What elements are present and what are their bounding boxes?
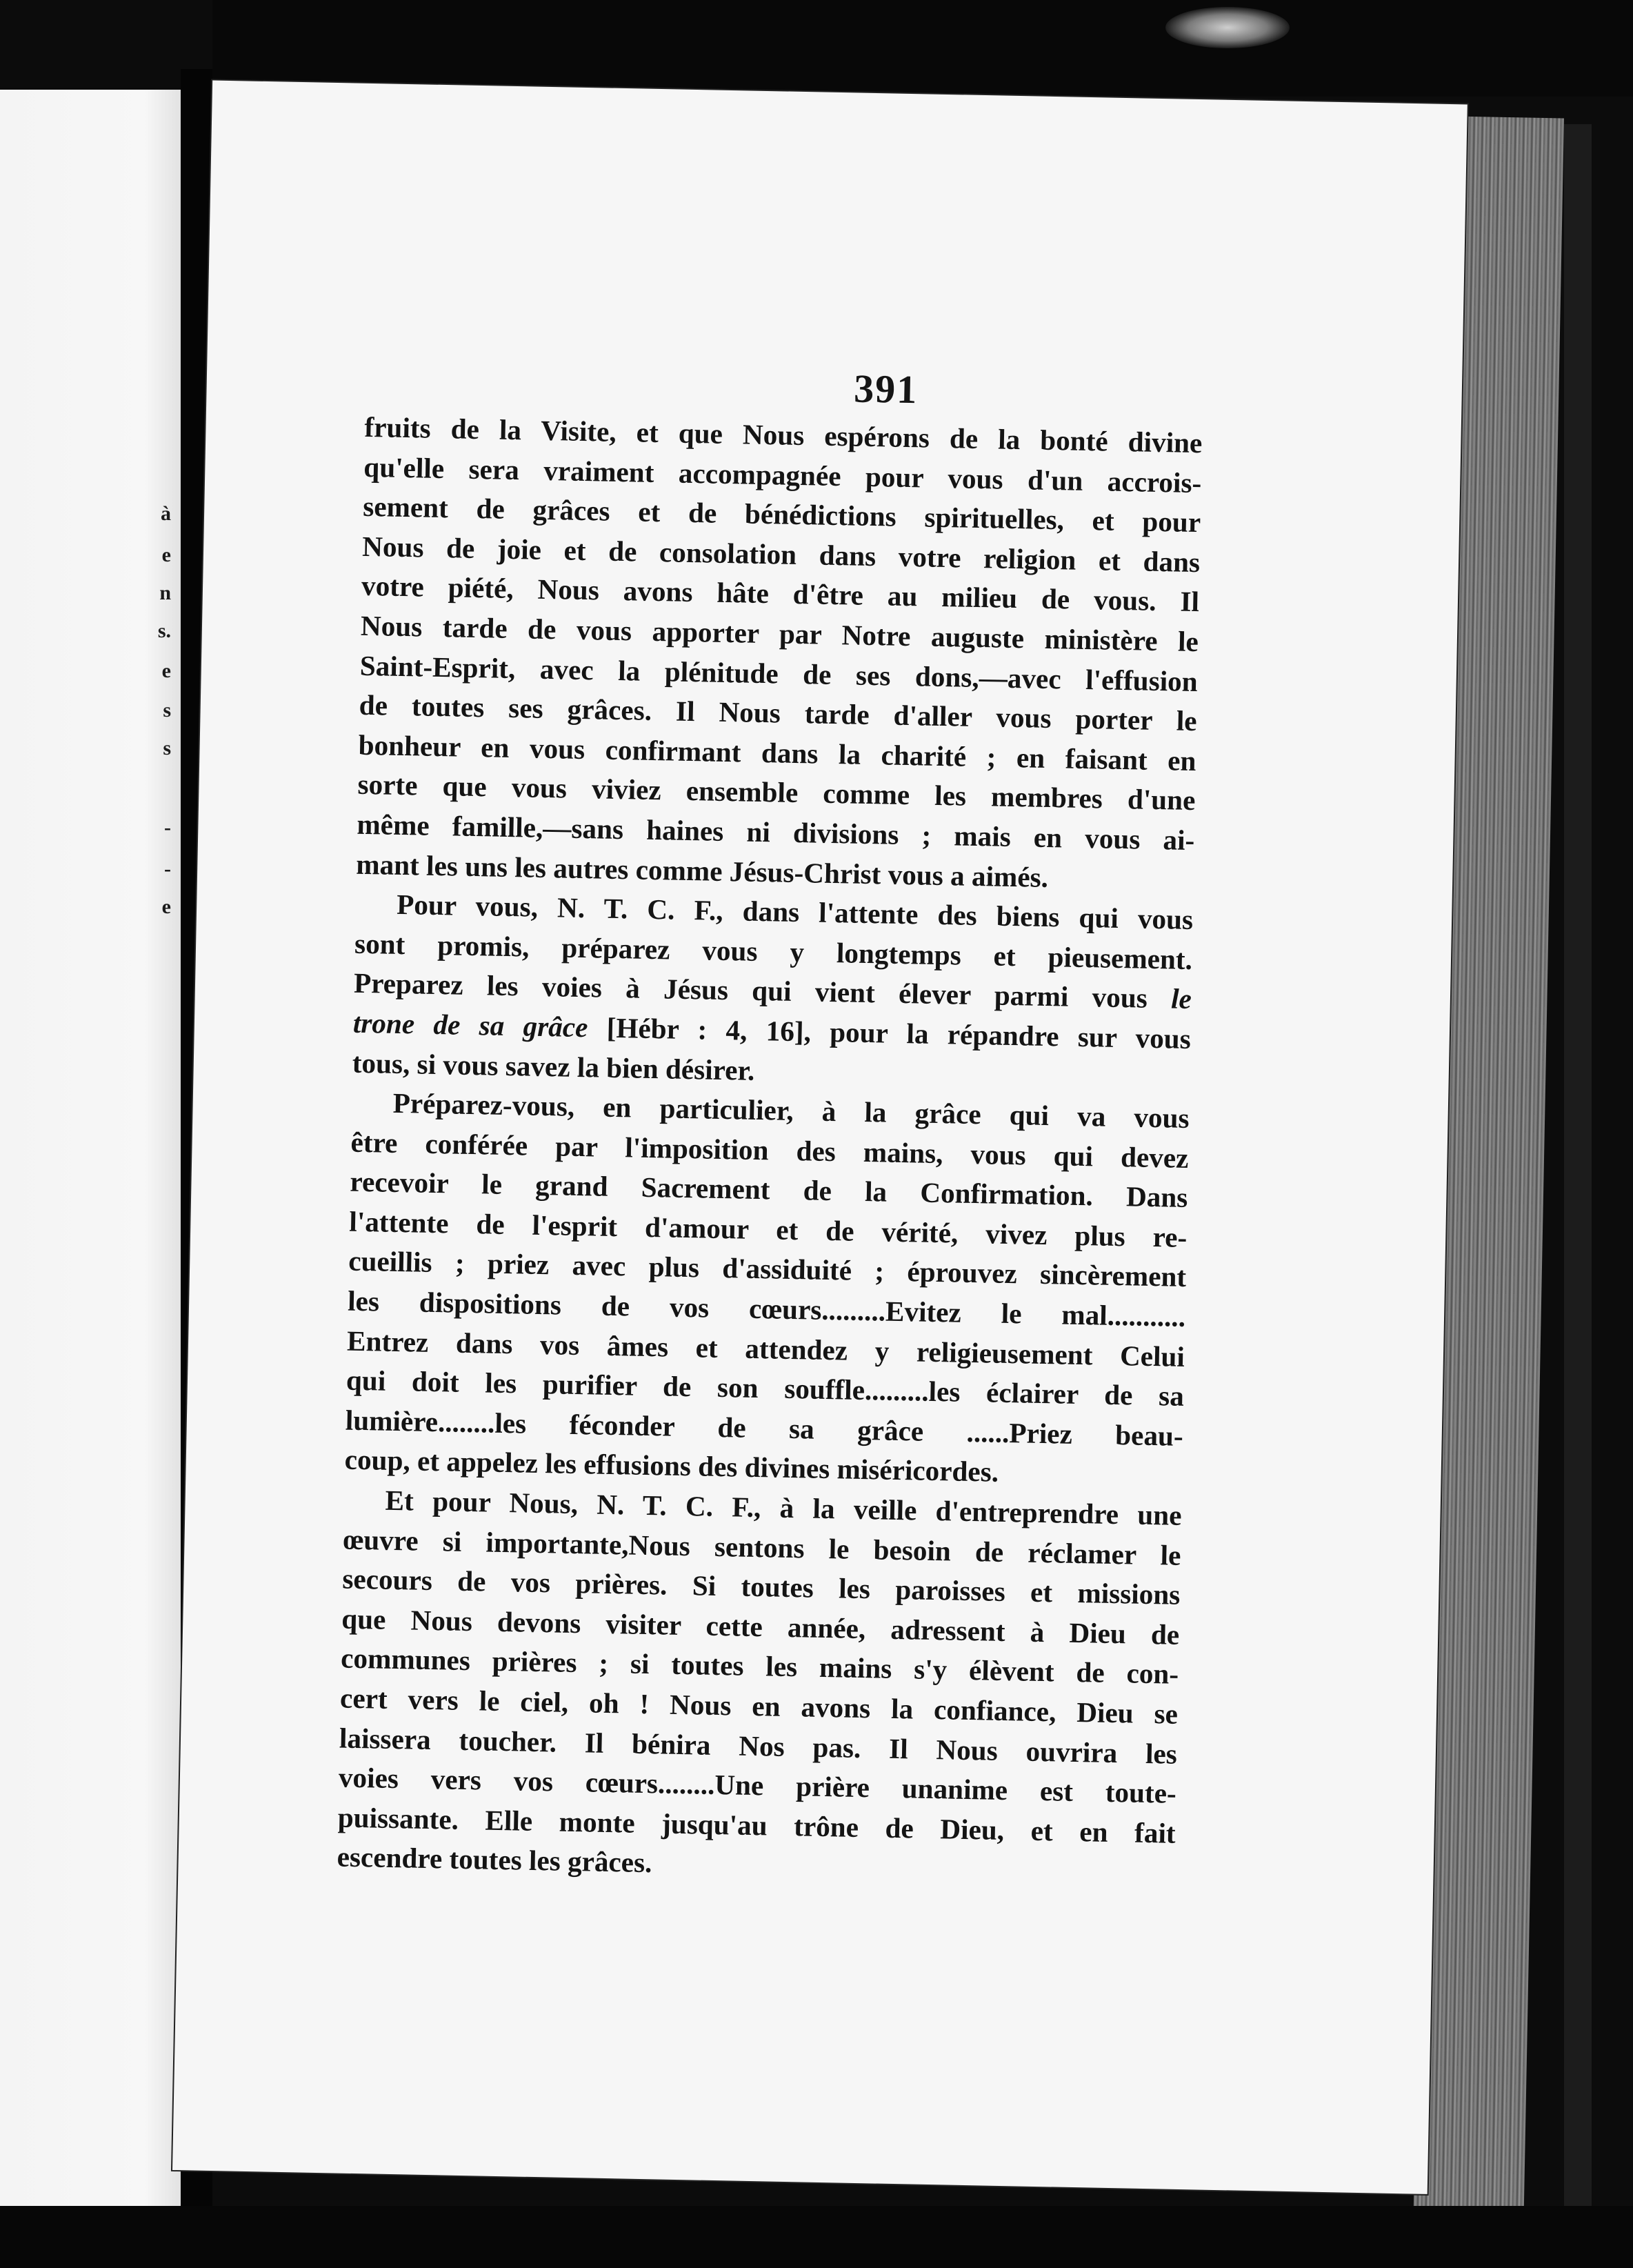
text-line: escendre toutes les grâces. (337, 1840, 652, 1879)
book-page (172, 81, 1467, 2194)
bottom-shadow (0, 2206, 1633, 2268)
text-line: les dispositions de vos cœurs.........Evitez le mal........... (347, 1284, 1186, 1333)
left-page-fragment: s (163, 737, 171, 759)
text-line: bonheur en vous confirmant dans la charité ; en faisant en (358, 728, 1196, 777)
left-page-fragment: s. (157, 619, 171, 642)
left-page-fragment: - (164, 816, 171, 839)
text-line: recevoir le grand Sacrement de la Confirmation. Dans (350, 1165, 1188, 1214)
text-line: de toutes ses grâces. Il Nous tarde d'aller vous porter le (359, 688, 1198, 737)
text-line: lumière........les féconder de sa grâce ......Priez beau- (345, 1404, 1184, 1452)
left-page-fragment: - (164, 857, 171, 880)
text-line: Nous de joie et de consolation dans votre religion et dans (361, 530, 1201, 578)
text-line: votre piété, Nous avons hâte d'être au milieu de vous. Il (361, 570, 1200, 618)
italic-text: le (1170, 982, 1192, 1015)
left-page-fragment: e (161, 659, 171, 682)
text-line: œuvre si importante,Nous sentons le besoin de réclamer le (343, 1523, 1181, 1571)
text-line: cert vers le ciel, oh ! Nous en avons la confiance, Dieu se (339, 1682, 1179, 1730)
page-number: 391 (853, 366, 919, 412)
text-line: coup, et appelez les effusions des divines miséricordes. (344, 1444, 999, 1489)
page-edge-shadow (1564, 124, 1592, 2235)
text-line: Préparez-vous, en particulier, à la grâce qui va vous (392, 1086, 1190, 1135)
text-line: sement de grâces et de bénédictions spirituelles, et pour (362, 490, 1201, 539)
text-line: que Nous devons visiter cette année, adressent à Dieu de (341, 1602, 1180, 1651)
text-line: sont promis, préparez vous y longtemps et pieusement. (354, 927, 1193, 975)
italic-text: trone de sa grâce (352, 1006, 588, 1044)
text-line: sorte que vous viviez ensemble comme les membres d'une (357, 768, 1196, 817)
text-line: voies vers vos cœurs........Une prière unanime est toute- (338, 1761, 1177, 1810)
left-page-fragment: à (161, 502, 171, 525)
top-shadow (212, 0, 1633, 97)
text-line: secours de vos prières. Si toutes les paroisses et missions (342, 1562, 1181, 1611)
text-line: mant les uns les autres comme Jésus-Christ vous a aimés. (355, 848, 1049, 893)
text-line: même famille,—sans haines ni divisions ; mais en vous ai- (357, 808, 1195, 857)
text-line: Nous tarde de vous apporter par Notre auguste ministère le (360, 609, 1199, 658)
text-line: tous, si vous savez la bien désirer. (352, 1046, 755, 1086)
text-line: Pour vous, N. T. C. F., dans l'attente des biens qui vous (396, 888, 1194, 936)
top-ornament (1165, 7, 1290, 48)
text-line: Et pour Nous, N. T. C. F., à la veille d'entreprendre une (385, 1484, 1182, 1531)
text-fragment: Preparez les voies à Jésus qui vient élever parmi vous (353, 967, 1148, 1015)
left-page-fragment: n (159, 581, 171, 604)
left-facing-page (0, 90, 185, 2221)
text-fragment: [Hébr : 4, 16], pour la répandre sur vous (606, 1011, 1192, 1055)
text-line: l'attente de l'esprit d'amour et de vérité, vivez plus re- (349, 1205, 1188, 1253)
text-line: qu'elle sera vraiment accompagnée pour vous d'un accrois- (363, 450, 1202, 499)
text-line: puissante. Elle monte jusqu'au trône de Dieu, et en fait (337, 1801, 1176, 1849)
left-page-fragment: e (161, 544, 171, 566)
page-body-text (337, 408, 1203, 1893)
left-page-fragment: s (163, 699, 171, 722)
text-line: communes prières ; si toutes les mains s'y élèvent de con- (340, 1642, 1179, 1691)
text-line: qui doit les purifier de son souffle.........les éclairer de sa (345, 1364, 1185, 1413)
text-line: Saint-Esprit, avec la plénitude de ses dons,—avec l'effusion (359, 649, 1199, 697)
text-line: fruits de la Visite, et que Nous espérons de la bonté divine (364, 410, 1203, 459)
left-page-fragment: e (161, 895, 171, 918)
text-line: cueillis ; priez avec plus d'assiduité ; éprouvez sincèrement (348, 1245, 1187, 1293)
text-line: laissera toucher. Il bénira Nos pas. Il Nous ouvrira les (339, 1722, 1178, 1770)
text-line: Entrez dans vos âmes et attendez y religieusement Celui (346, 1324, 1185, 1373)
text-line: être conférée par l'imposition des mains, vous qui devez (350, 1126, 1189, 1174)
